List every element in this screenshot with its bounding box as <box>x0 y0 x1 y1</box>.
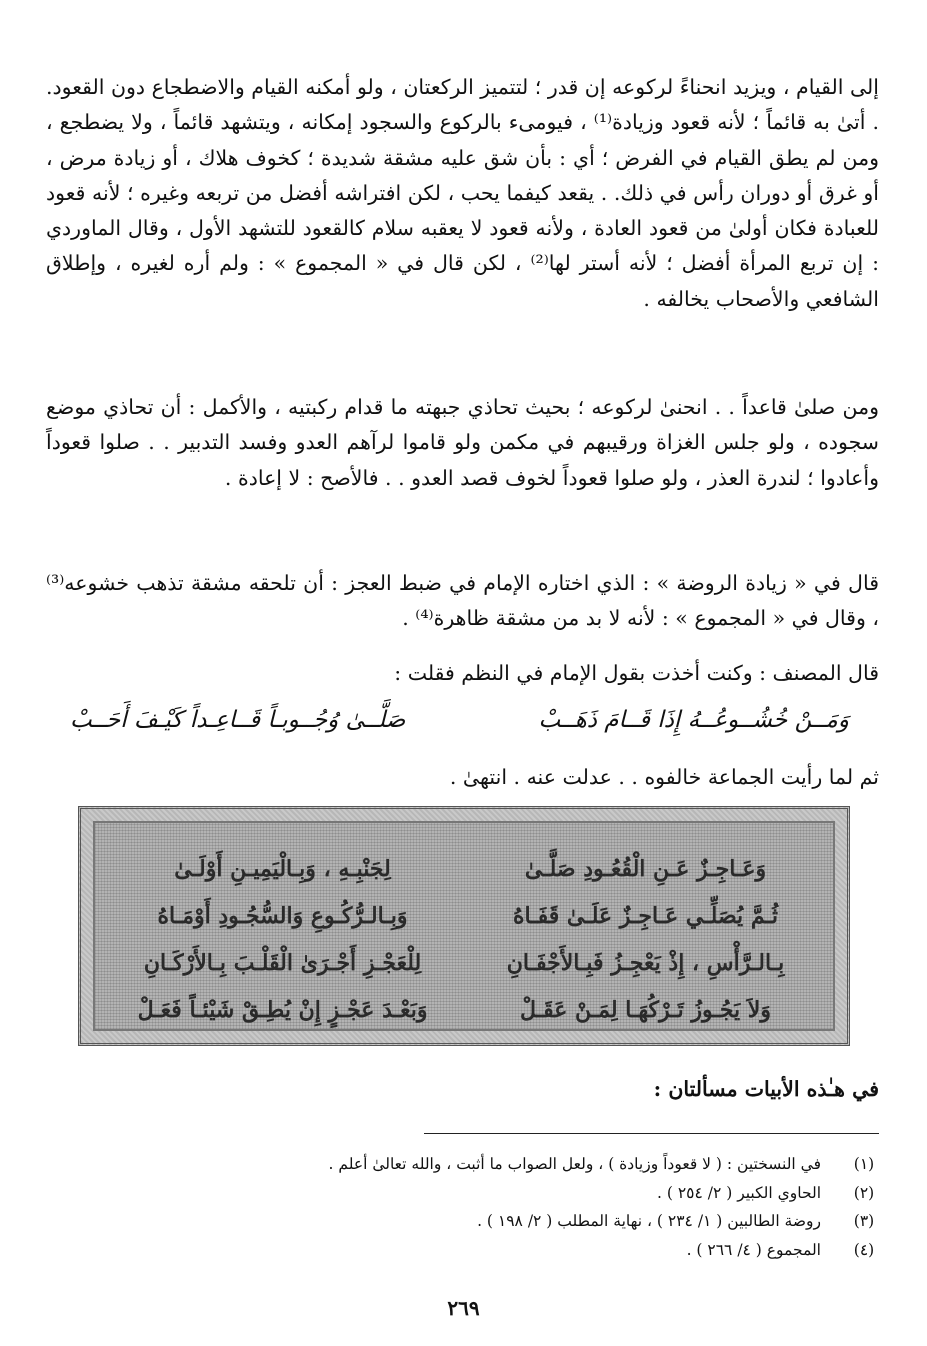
footnote-number: (٣) <box>853 1212 875 1230</box>
footnote-text: روضة الطالبين ( ١/ ٢٣٤ ) ، نهاية المطلب ( ٢/ ١٩٨ ) . <box>477 1212 821 1230</box>
paragraph-author-note: قال المصنف : وكنت أخذت بقول الإمام في النظم فقلت : <box>394 661 879 685</box>
poem-hemistich: وَلاَ يَجُـوزُ تَـرْكُهَـا لِمَـنْ عَقَـلْ <box>519 996 771 1023</box>
paragraph-rawda-quote: قال في « زيادة الروضة » : الذي اختاره الإمام في ضبط العجز : أن تلحقه مشقة تذهب خشوعه⁽³⁾ ، وقال في « المجموع » : لأنه لا بد من مشقة ظاهرة⁽⁴⁾ . <box>46 571 879 631</box>
poem-hemistich: لِلْعَجْـزِ أَجْـرَىٰ الْقَلْـبَ بِـالأَرْكَـانِ <box>143 949 422 976</box>
poem-hemistich: وَعَـاجِـزٌ عَـنِ الْقُعُـودِ صَلَّـىٰ <box>524 855 767 882</box>
poem-hemistich: وَبِـالـرُّكُـوعِ وَالسُّجُـودِ أَوْمَـاهُ <box>157 902 408 929</box>
footnote-number: (٢) <box>853 1183 875 1202</box>
footnote-text: الحاوي الكبير ( ٢/ ٢٥٤ ) . <box>657 1183 821 1202</box>
poem-row <box>115 845 813 892</box>
section-heading: في هـٰذه الأبيات مسألتان : <box>653 1077 879 1101</box>
poem-panel <box>93 821 835 1031</box>
footnote-divider <box>424 1133 879 1134</box>
poem-row <box>115 939 813 986</box>
paragraph-standing-sitting: إلى القيام ، ويزيد انحناءً لركوعه إن قدر ؛ لتتميز الركعتان ، ولو أمكنه القيام والاضطجاع دون القعود. . أتىٰ به قائماً ؛ لأنه قعود وزيادة⁽¹⁾ ، فيومىء بالركوع والسجود إمكانه ، ويتشهد قائماً ، ولا يضطجع ، ومن لم يطق القيام في الفرض ؛ أي : بأن شق عليه مشقة شديدة ؛ كخوف هلاك ، أو زيادة مرض ، أو غرق أو دوران رأس في ذلك. . يقعد كيفما يحب ، لكن افتراشه أفضل من تربعه وغيره ؛ لأنه قعود للعبادة فكان أولىٰ من قعود العادة ، ولأنه قعود لا يعقبه سلام كالقعود للتشهد الأول ، وقال الماوردي : إن تربع المرأة أفضل ؛ لأنه أستر لها⁽²⁾ ، لكن قال في « المجموع » : ولم أره لغيره ، وإطلاق الشافعي والأصحاب يخالفه . <box>46 75 880 311</box>
page-number: ٢٦٩ <box>447 1296 480 1320</box>
footnote-item <box>46 1207 879 1236</box>
footnote-text: المجموع ( ٤/ ٢٦٦ ) . <box>686 1240 821 1259</box>
verse-line <box>70 698 849 742</box>
poem-row <box>115 986 813 1033</box>
footnote-item <box>46 1236 879 1265</box>
footnotes <box>46 1150 879 1264</box>
poem-hemistich: لِجَنْبِـهِ ، وَبِـالْيَمِيـنِ أَوْلَـىٰ <box>174 855 391 882</box>
footnote-number: (١) <box>853 1155 875 1173</box>
verse-first-hemistich: وَمَــنْ خُشُــوعُــهُ إِذَا قَــامَ ذَهَــبْ <box>538 707 849 733</box>
paragraph-conclusion: ثم لما رأيت الجماعة خالفوه . . عدلت عنه . انتهىٰ . <box>449 765 879 789</box>
footnote-number: (٤) <box>853 1240 875 1259</box>
footnote-item <box>46 1179 879 1208</box>
poem-row <box>115 892 813 939</box>
verse-second-hemistich: صَلَّــىٰ وُجُــوبـاً قَــاعِـداً كَيْـفَ أَحَــبْ <box>70 707 406 733</box>
poem-hemistich: بِـالـرَّأْسِ ، إِذْ يَعْجِـزُ فَبِـالأَجْفَـانِ <box>506 949 785 976</box>
poem-hemistich: وَبَعْـدَ عَجْـزٍ إِنْ يُطِـقْ شَيْئـاً فَعَـلْ <box>137 996 428 1023</box>
poem-frame <box>78 806 850 1046</box>
footnote-item <box>46 1150 879 1179</box>
footnote-text: في النسختين : ( لا قعوداً وزيادة ) ، ولعل الصواب ما أثبت ، والله تعالىٰ أعلم . <box>328 1155 821 1173</box>
poem-hemistich: ثُـمَّ يُصَلِّـي عَـاجِـزٌ عَلَـىٰ قَفَـاهُ <box>512 902 779 929</box>
paragraph-praying-seated: ومن صلىٰ قاعداً . . انحنىٰ لركوعه ؛ بحيث تحاذي جبهته ما قدام ركبتيه ، والأكمل : أن تحاذي موضع سجوده ، ولو جلس الغزاة ورقيبهم في مكمن ولو قاموا لرآهم العدو وفسد التدبير . . صلوا قعوداً وأعادوا ؛ لندرة العذر ، ولو صلوا قعوداً لخوف قصد العدو . . فالأصح : لا إعادة . <box>46 395 879 490</box>
